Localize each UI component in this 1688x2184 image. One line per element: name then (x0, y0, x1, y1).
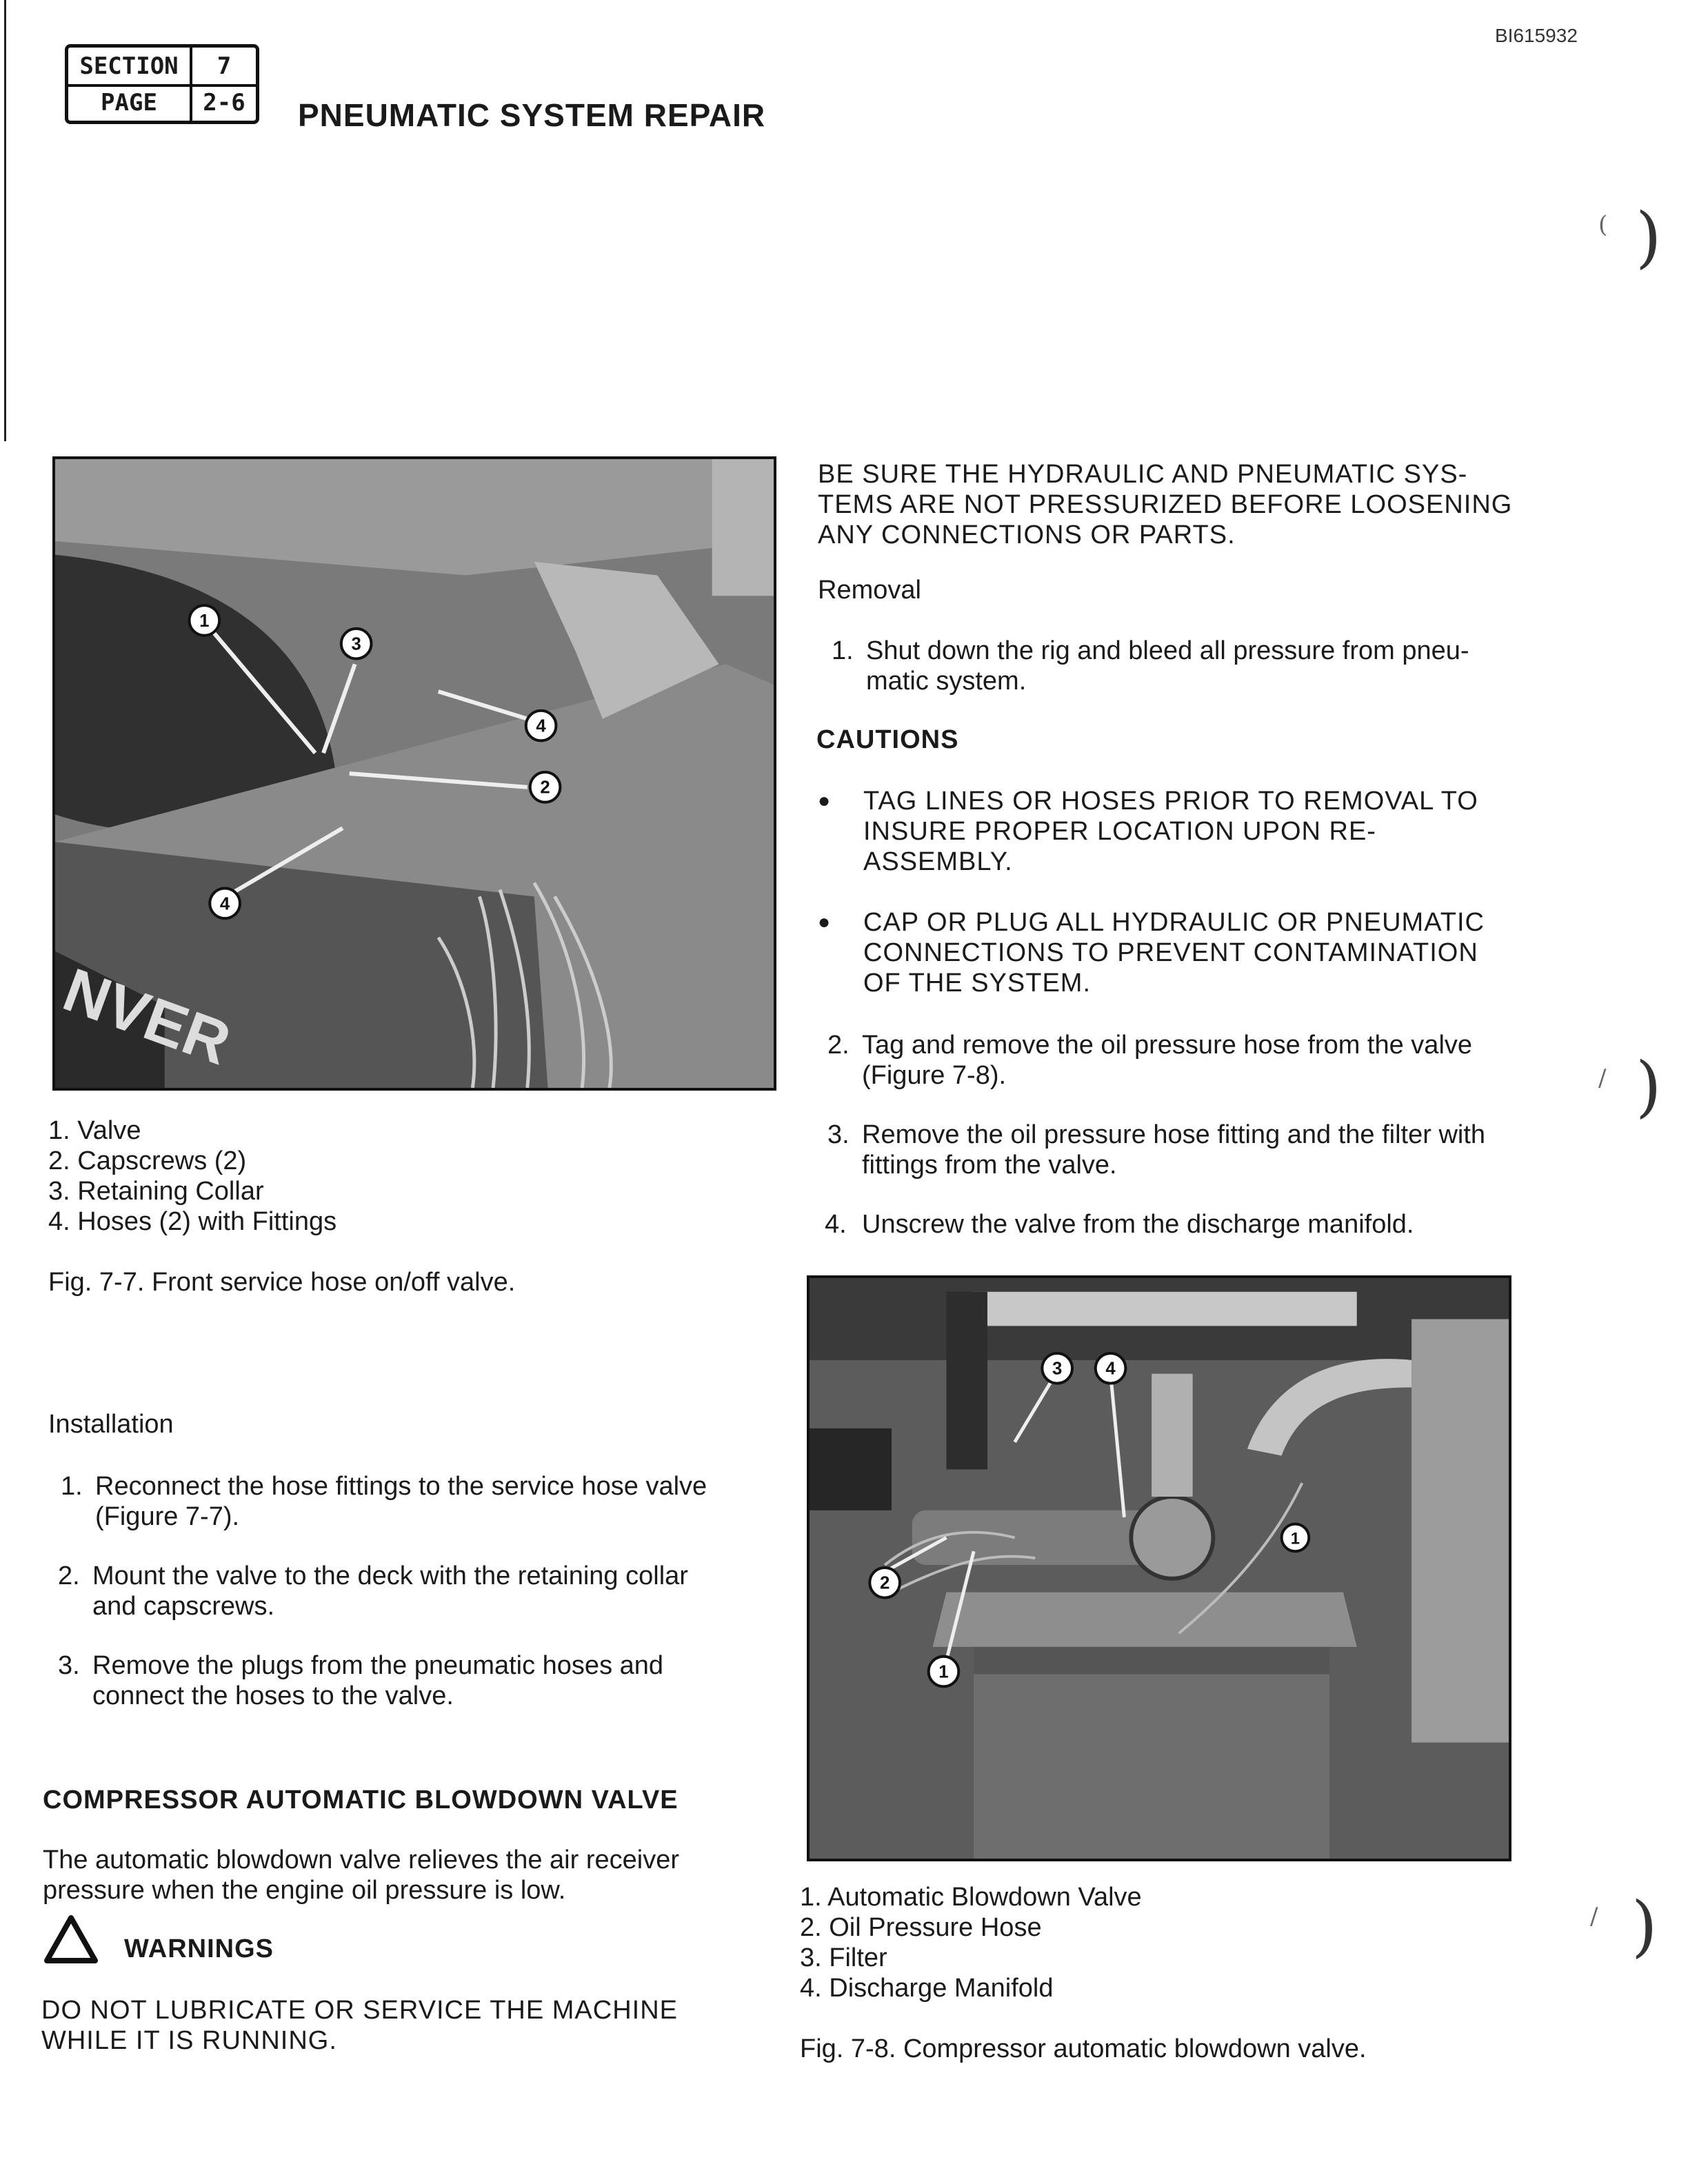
step-line: Mount the valve to the deck with the retaining collar (92, 1561, 688, 1590)
warning-line: TEMS ARE NOT PRESSURIZED BEFORE LOOSENING (818, 490, 1513, 519)
install-step-3 (58, 1650, 775, 1711)
step-line: and capscrews. (92, 1592, 275, 1621)
section-page-box (65, 44, 259, 124)
step-number: 3. (58, 1651, 80, 1680)
install-step-1 (61, 1471, 775, 1532)
legend-item: 1. Automatic Blowdown Valve (800, 1883, 1142, 1912)
photo-brand-text: NVER (55, 954, 239, 1078)
step-line: matic system. (866, 667, 1027, 696)
blowdown-heading: COMPRESSOR AUTOMATIC BLOWDOWN VALVE (43, 1786, 679, 1814)
callout-1b: 1 (1290, 1529, 1300, 1548)
step-number: 2. (58, 1561, 80, 1590)
callout-3: 3 (1052, 1359, 1063, 1379)
callout-4: 4 (536, 716, 546, 736)
desc-line: pressure when the engine oil pressure is low. (43, 1876, 566, 1905)
warning-line: DO NOT LUBRICATE OR SERVICE THE MACHINE (41, 1996, 679, 2025)
step-number: 2. (827, 1031, 850, 1060)
removal-step-3 (827, 1120, 1558, 1180)
caution-line: OF THE SYSTEM. (863, 969, 1092, 998)
callout-1: 1 (938, 1662, 949, 1682)
legend-item: 4. Hoses (2) with Fittings (48, 1207, 337, 1236)
page-value: 2-6 (203, 88, 245, 117)
margin-paren: ) (1631, 1888, 1658, 1965)
step-line: (Figure 7-7). (95, 1502, 240, 1531)
warning-text (41, 1995, 678, 2056)
step-line: connect the hoses to the valve. (92, 1681, 454, 1710)
step-number: 1. (61, 1472, 83, 1501)
step-line: (Figure 7-8). (862, 1061, 1007, 1090)
step-line: Remove the plugs from the pneumatic hoses and (92, 1651, 664, 1680)
warning-line: ANY CONNECTIONS OR PARTS. (818, 520, 1236, 549)
callout-4b: 4 (219, 894, 230, 914)
legend-item: 1. Valve (48, 1116, 141, 1145)
step-line: fittings from the valve. (862, 1151, 1117, 1180)
step-line: Reconnect the hose fittings to the service hose valve (95, 1472, 707, 1501)
fig-7-8-caption: Fig. 7-8. Compressor automatic blowdown valve. (800, 2034, 1367, 2063)
removal-step-2 (827, 1030, 1558, 1091)
removal-step-1 (832, 636, 1556, 696)
margin-paren: ) (1636, 199, 1662, 276)
margin-tick: / (1598, 1064, 1607, 1092)
page-label: PAGE (68, 84, 192, 121)
removal-step-4 (825, 1209, 1556, 1240)
fig-7-7-legend (48, 1115, 336, 1237)
callout-2: 2 (540, 778, 550, 798)
legend-item: 2. Capscrews (2) (48, 1146, 247, 1175)
step-number: 4. (825, 1210, 847, 1239)
document-id: BI615932 (1495, 25, 1578, 46)
fig-7-7-caption: Fig. 7-7. Front service hose on/off valve. (48, 1268, 516, 1297)
bullet-icon: ● (818, 789, 832, 812)
margin-paren: ) (1636, 1048, 1662, 1125)
figure-7-7-photo (52, 456, 776, 1091)
install-step-2 (58, 1561, 775, 1621)
step-line: Unscrew the valve from the discharge manifold. (862, 1210, 1414, 1239)
legend-item: 3. Filter (800, 1943, 887, 1972)
legend-item: 3. Retaining Collar (48, 1177, 264, 1206)
callout-3: 3 (351, 634, 361, 654)
step-line: Shut down the rig and bleed all pressure from pneu- (866, 636, 1469, 665)
installation-heading: Installation (48, 1410, 174, 1439)
warning-line: WHILE IT IS RUNNING. (41, 2026, 337, 2055)
step-number: 1. (832, 636, 854, 665)
callout-1: 1 (199, 611, 210, 631)
figure-7-8-photo (807, 1275, 1511, 1861)
callout-2: 2 (879, 1573, 890, 1593)
caution-line: TAG LINES OR HOSES PRIOR TO REMOVAL TO (863, 787, 1478, 816)
removal-heading: Removal (818, 576, 921, 605)
legend-item: 2. Oil Pressure Hose (800, 1913, 1042, 1942)
caution-line: CAP OR PLUG ALL HYDRAULIC OR PNEUMATIC (863, 908, 1485, 937)
warning-line: BE SURE THE HYDRAULIC AND PNEUMATIC SYS- (818, 460, 1468, 489)
caution-2 (818, 907, 1556, 998)
warnings-heading: WARNINGS (124, 1934, 274, 1963)
page-title: PNEUMATIC SYSTEM REPAIR (298, 97, 766, 133)
callout-4: 4 (1105, 1359, 1116, 1379)
page-row (68, 84, 256, 121)
desc-line: The automatic blowdown valve relieves the air receiver (43, 1846, 679, 1874)
fig-7-8-legend (800, 1882, 1142, 2003)
blowdown-description (43, 1845, 679, 1905)
section-value: 7 (217, 52, 232, 80)
step-line: Remove the oil pressure hose fitting and the filter with (862, 1120, 1486, 1149)
pressure-warning (818, 459, 1512, 550)
bullet-icon: ● (818, 911, 832, 933)
warning-triangle-icon (43, 1914, 99, 1965)
caution-line: ASSEMBLY. (863, 847, 1013, 876)
legend-item: 4. Discharge Manifold (800, 1974, 1054, 2003)
section-label: SECTION (68, 48, 192, 84)
step-line: Tag and remove the oil pressure hose from the valve (862, 1031, 1473, 1060)
step-number: 3. (827, 1120, 850, 1149)
margin-tick: ( (1598, 211, 1608, 239)
margin-tick: / (1590, 1903, 1598, 1930)
cautions-heading: CAUTIONS (816, 725, 959, 754)
section-row (68, 48, 256, 87)
caution-line: INSURE PROPER LOCATION UPON RE- (863, 817, 1376, 846)
left-margin-rule (4, 0, 6, 441)
caution-line: CONNECTIONS TO PREVENT CONTAMINATION (863, 938, 1478, 967)
caution-1 (818, 786, 1556, 877)
